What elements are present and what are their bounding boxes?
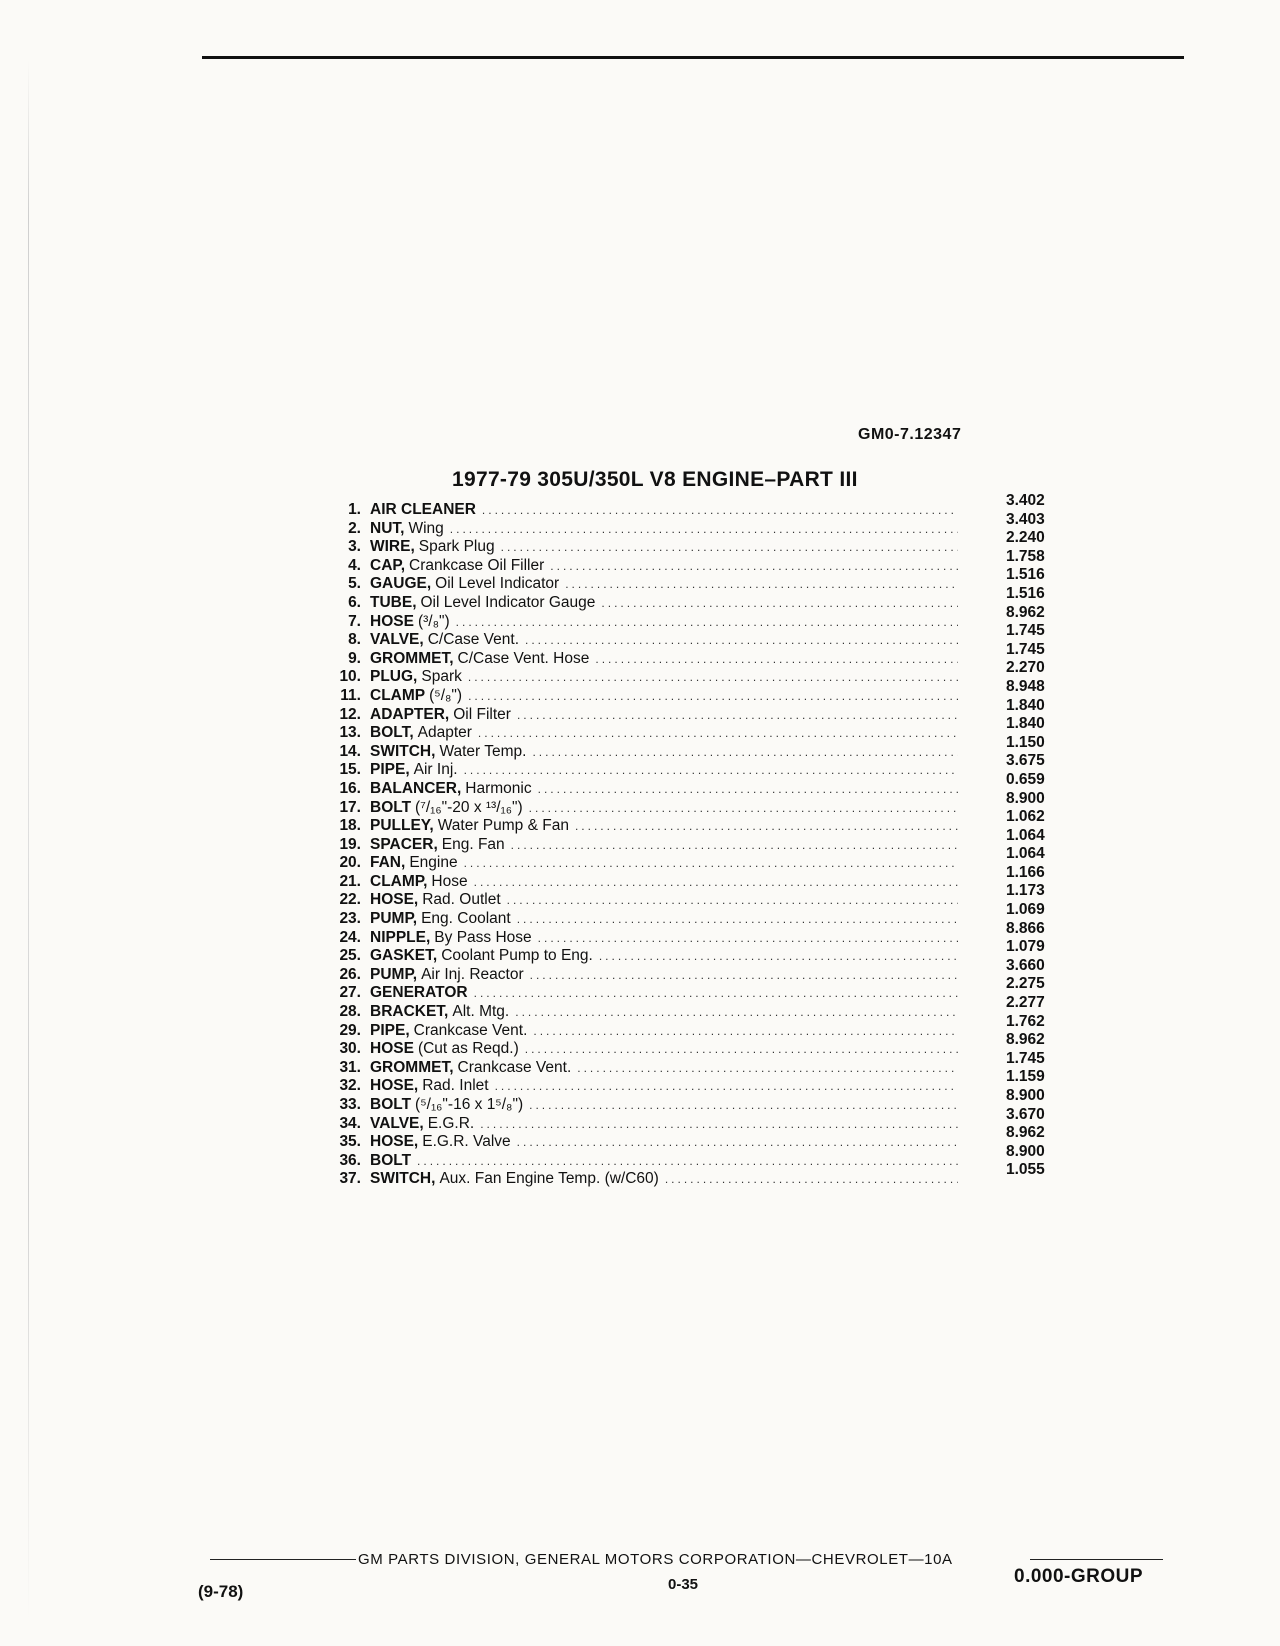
part-name: WIRE,: [370, 538, 415, 556]
part-row: [318, 743, 958, 762]
part-description: (³/₈"): [417, 612, 450, 630]
part-row: [318, 1022, 958, 1041]
dot-leader: [530, 966, 958, 985]
group-number: 1.064: [1006, 845, 1045, 863]
group-number: 3.675: [1006, 752, 1045, 770]
part-name: GAUGE,: [370, 575, 432, 593]
part-number: 23.: [339, 910, 361, 928]
part-name: SPACER,: [370, 835, 438, 853]
group-number: 1.069: [1006, 901, 1045, 919]
part-description: Aux. Fan Engine Temp. (w/C60): [439, 1170, 659, 1188]
footer-publisher: GM PARTS DIVISION, GENERAL MOTORS CORPORATION—CHEVROLET—10A: [358, 1551, 953, 1568]
part-row: [318, 780, 958, 799]
dot-leader: [474, 984, 958, 1003]
part-number: 28.: [339, 1003, 361, 1021]
page-title: 1977-79 305U/350L V8 ENGINE–PART III: [452, 468, 858, 491]
part-number: 3.: [348, 538, 361, 556]
part-description: Hose: [431, 872, 468, 890]
dot-leader: [529, 799, 958, 818]
dot-leader: [529, 1096, 958, 1115]
dot-leader: [450, 520, 958, 539]
part-description: Crankcase Oil Filler: [409, 556, 545, 574]
footer-rule-right: [1030, 1559, 1163, 1560]
part-number: 9.: [348, 649, 361, 667]
part-name: GENERATOR: [370, 984, 468, 1002]
dot-leader: [456, 613, 958, 632]
dot-leader: [532, 743, 958, 762]
group-label: 0.000-GROUP: [1014, 1566, 1144, 1587]
part-description: Rad. Outlet: [422, 891, 501, 909]
group-number: 1.758: [1006, 547, 1045, 565]
dot-leader: [495, 1077, 958, 1096]
part-name: HOSE,: [370, 1077, 419, 1095]
part-number: 32.: [339, 1077, 361, 1095]
part-row: [318, 613, 958, 632]
group-number: 1.173: [1006, 882, 1045, 900]
part-number: 36.: [339, 1151, 361, 1169]
dot-leader: [515, 1003, 958, 1022]
part-row: [318, 1077, 958, 1096]
part-name: NUT,: [370, 519, 405, 537]
dot-leader: [575, 817, 958, 836]
part-name: HOSE: [370, 612, 414, 630]
part-description: Eng. Fan: [441, 835, 505, 853]
part-row: [318, 761, 958, 780]
dot-leader: [468, 668, 958, 687]
part-row: [318, 706, 958, 725]
group-number: 1.079: [1006, 938, 1045, 956]
part-number: 37.: [339, 1170, 361, 1188]
part-number: 22.: [339, 891, 361, 909]
part-name: BALANCER,: [370, 779, 462, 797]
part-description: (⁷/₁₆"-20 x ¹³/₁₆"): [415, 798, 523, 816]
group-number: 1.062: [1006, 808, 1045, 826]
part-description: Engine: [409, 854, 458, 872]
part-number: 8.: [348, 631, 361, 649]
group-number: 1.516: [1006, 566, 1045, 584]
part-name: VALVE,: [370, 631, 424, 649]
part-description: Spark Plug: [418, 538, 495, 556]
part-description: Wing: [408, 519, 444, 537]
part-description: Coolant Pump to Eng.: [441, 947, 593, 965]
part-name: PUMP,: [370, 910, 418, 928]
footer-date: (9-78): [198, 1582, 244, 1601]
group-number: 1.745: [1006, 640, 1045, 658]
part-description: Eng. Coolant: [421, 910, 511, 928]
dot-leader: [517, 706, 958, 725]
part-number: 31.: [339, 1058, 361, 1076]
part-description: Oil Filter: [453, 705, 511, 723]
part-number: 2.: [348, 519, 361, 537]
part-row: [318, 817, 958, 836]
part-number: 17.: [339, 798, 361, 816]
part-number: 5.: [348, 575, 361, 593]
group-number: 8.962: [1006, 603, 1045, 621]
group-number: 3.402: [1006, 492, 1045, 509]
part-row: [318, 854, 958, 873]
part-name: PULLEY,: [370, 817, 434, 835]
group-number: 3.403: [1006, 510, 1045, 528]
part-description: C/Case Vent.: [427, 631, 520, 649]
part-number: 1.: [348, 501, 361, 518]
part-row: [318, 947, 958, 966]
group-number: 1.762: [1006, 1012, 1045, 1030]
part-name: ADAPTER,: [370, 705, 450, 723]
part-row: [318, 1003, 958, 1022]
dot-leader: [533, 1022, 958, 1041]
dot-leader: [599, 947, 958, 966]
dot-leader: [525, 631, 958, 650]
group-number: 3.670: [1006, 1105, 1045, 1123]
part-name: PIPE,: [370, 1021, 410, 1039]
part-number: 35.: [339, 1133, 361, 1151]
dot-leader: [417, 1152, 958, 1171]
part-description: Spark: [421, 668, 462, 686]
part-description: Oil Level Indicator: [435, 575, 560, 593]
group-number: 8.962: [1006, 1031, 1045, 1049]
part-description: E.G.R.: [427, 1114, 475, 1132]
dot-leader: [501, 538, 958, 557]
group-number: 8.900: [1006, 789, 1045, 807]
part-name: PLUG,: [370, 668, 418, 686]
part-description: Air Inj. Reactor: [421, 965, 524, 983]
part-name: HOSE: [370, 1040, 414, 1058]
part-row: [318, 1040, 958, 1059]
dot-leader: [511, 836, 958, 855]
group-number: 8.900: [1006, 1142, 1045, 1160]
dot-leader: [468, 687, 958, 706]
part-number: 7.: [348, 612, 361, 630]
part-number: 13.: [339, 724, 361, 742]
part-number: 30.: [339, 1040, 361, 1058]
group-number: 0.659: [1006, 770, 1045, 788]
part-row: [318, 891, 958, 910]
part-row: [318, 1059, 958, 1078]
dot-leader: [478, 724, 958, 743]
part-row: [318, 557, 958, 576]
part-row: [318, 1133, 958, 1152]
part-description: Air Inj.: [413, 761, 458, 779]
group-number: 1.150: [1006, 733, 1045, 751]
part-description: Alt. Mtg.: [452, 1003, 510, 1021]
part-row: [318, 1152, 958, 1171]
part-number: 12.: [339, 705, 361, 723]
part-row: [318, 520, 958, 539]
part-name: CAP,: [370, 556, 406, 574]
part-number: 34.: [339, 1114, 361, 1132]
part-row: [318, 966, 958, 985]
dot-leader: [464, 761, 958, 780]
part-description: By Pass Hose: [434, 928, 532, 946]
part-number: 14.: [339, 742, 361, 760]
part-name: CLAMP,: [370, 872, 428, 890]
part-number: 19.: [339, 835, 361, 853]
part-description: C/Case Vent. Hose: [457, 649, 590, 667]
part-description: (Cut as Reqd.): [417, 1040, 519, 1058]
part-name: GROMMET,: [370, 1058, 454, 1076]
part-number: 21.: [339, 872, 361, 890]
dot-leader: [577, 1059, 958, 1078]
part-name: FAN,: [370, 854, 406, 872]
group-number: 1.840: [1006, 715, 1045, 733]
group-number: 2.275: [1006, 975, 1045, 993]
part-name: SWITCH,: [370, 1170, 436, 1188]
dot-leader: [507, 891, 958, 910]
group-number: 2.240: [1006, 529, 1045, 547]
group-number: 1.745: [1006, 1049, 1045, 1067]
part-row: [318, 631, 958, 650]
group-number: 1.064: [1006, 826, 1045, 844]
part-number: 26.: [339, 965, 361, 983]
part-row: [318, 929, 958, 948]
part-row: [318, 687, 958, 706]
part-description: Harmonic: [465, 779, 532, 797]
part-description: Crankcase Vent.: [413, 1021, 528, 1039]
group-number: 2.270: [1006, 659, 1045, 677]
dot-leader: [480, 1115, 958, 1134]
part-number: 4.: [348, 556, 361, 574]
part-name: VALVE,: [370, 1114, 424, 1132]
part-number: 18.: [339, 817, 361, 835]
group-number: 1.055: [1006, 1161, 1045, 1179]
part-description: (⁵/₁₆"-16 x 1⁵/₈"): [415, 1096, 524, 1113]
group-number: 8.948: [1006, 677, 1045, 695]
page-number: 0-35: [668, 1576, 699, 1593]
dot-leader: [525, 1040, 958, 1059]
part-number: 29.: [339, 1021, 361, 1039]
part-number: 33.: [339, 1096, 361, 1113]
part-name: HOSE,: [370, 891, 419, 909]
part-name: HOSE,: [370, 1133, 419, 1151]
part-row: [318, 594, 958, 613]
part-number: 11.: [340, 686, 361, 704]
part-row: [318, 984, 958, 1003]
document-code: GM0-7.12347: [858, 426, 962, 443]
part-description: Rad. Inlet: [422, 1077, 489, 1095]
part-number: 24.: [339, 928, 361, 946]
part-row: [318, 1096, 958, 1115]
group-number: 3.660: [1006, 956, 1045, 974]
part-name: BOLT: [370, 1151, 412, 1169]
part-name: PUMP,: [370, 965, 418, 983]
part-row: [318, 836, 958, 855]
part-number: 27.: [339, 984, 361, 1002]
dot-leader: [474, 873, 958, 892]
part-row: [318, 799, 958, 818]
part-name: PIPE,: [370, 761, 410, 779]
dot-leader: [550, 557, 958, 576]
group-number: 8.962: [1006, 1124, 1045, 1142]
dot-leader: [665, 1170, 958, 1189]
part-row: [318, 873, 958, 892]
group-number: 1.159: [1006, 1068, 1045, 1086]
part-row: [318, 575, 958, 594]
part-name: BRACKET,: [370, 1003, 449, 1021]
part-number: 6.: [348, 593, 361, 611]
part-description: Water Pump & Fan: [437, 817, 569, 835]
group-number: 1.516: [1006, 584, 1045, 602]
footer-rule-left: [210, 1559, 356, 1560]
part-name: GROMMET,: [370, 649, 454, 667]
part-row: [318, 501, 958, 520]
part-description: E.G.R. Valve: [422, 1133, 511, 1151]
group-number: 8.900: [1006, 1087, 1045, 1104]
part-row: [318, 538, 958, 557]
group-number-list: [1006, 492, 1076, 1180]
part-description: Adapter: [417, 724, 472, 742]
dot-leader: [538, 929, 958, 948]
dot-leader: [464, 854, 958, 873]
part-name: BOLT,: [370, 724, 414, 742]
group-number: 8.866: [1006, 919, 1045, 937]
dot-leader: [517, 910, 958, 929]
part-number: 25.: [339, 947, 361, 965]
part-name: TUBE,: [370, 593, 417, 611]
part-row: [318, 1170, 958, 1189]
part-name: GASKET,: [370, 947, 438, 965]
group-number: 1.745: [1006, 622, 1045, 640]
dot-leader: [482, 501, 958, 520]
part-name: SWITCH,: [370, 742, 436, 760]
part-name: BOLT: [370, 1096, 412, 1113]
part-description: Crankcase Vent.: [457, 1058, 572, 1076]
group-number: 1.840: [1006, 696, 1045, 714]
scan-edge-mark: [28, 60, 29, 1620]
part-row: [318, 668, 958, 687]
part-name: BOLT: [370, 798, 412, 816]
part-row: [318, 650, 958, 669]
part-row: [318, 724, 958, 743]
part-row: [318, 910, 958, 929]
part-row: [318, 1115, 958, 1134]
part-number: 10.: [339, 668, 361, 686]
part-name: AIR CLEANER: [370, 501, 476, 518]
parts-list: [318, 501, 958, 1189]
part-description: Oil Level Indicator Gauge: [420, 593, 596, 611]
top-rule: [202, 56, 1184, 59]
group-number: 1.166: [1006, 863, 1045, 881]
part-number: 20.: [339, 854, 361, 872]
dot-leader: [565, 575, 958, 594]
dot-leader: [601, 594, 958, 613]
part-number: 15.: [339, 761, 361, 779]
part-name: NIPPLE,: [370, 928, 431, 946]
group-number: 2.277: [1006, 994, 1045, 1012]
part-name: CLAMP: [370, 686, 426, 704]
part-description: (⁵/₈"): [429, 686, 463, 704]
part-description: Water Temp.: [439, 742, 527, 760]
part-number: 16.: [339, 779, 361, 797]
dot-leader: [538, 780, 958, 799]
dot-leader: [517, 1133, 958, 1152]
dot-leader: [595, 650, 958, 669]
